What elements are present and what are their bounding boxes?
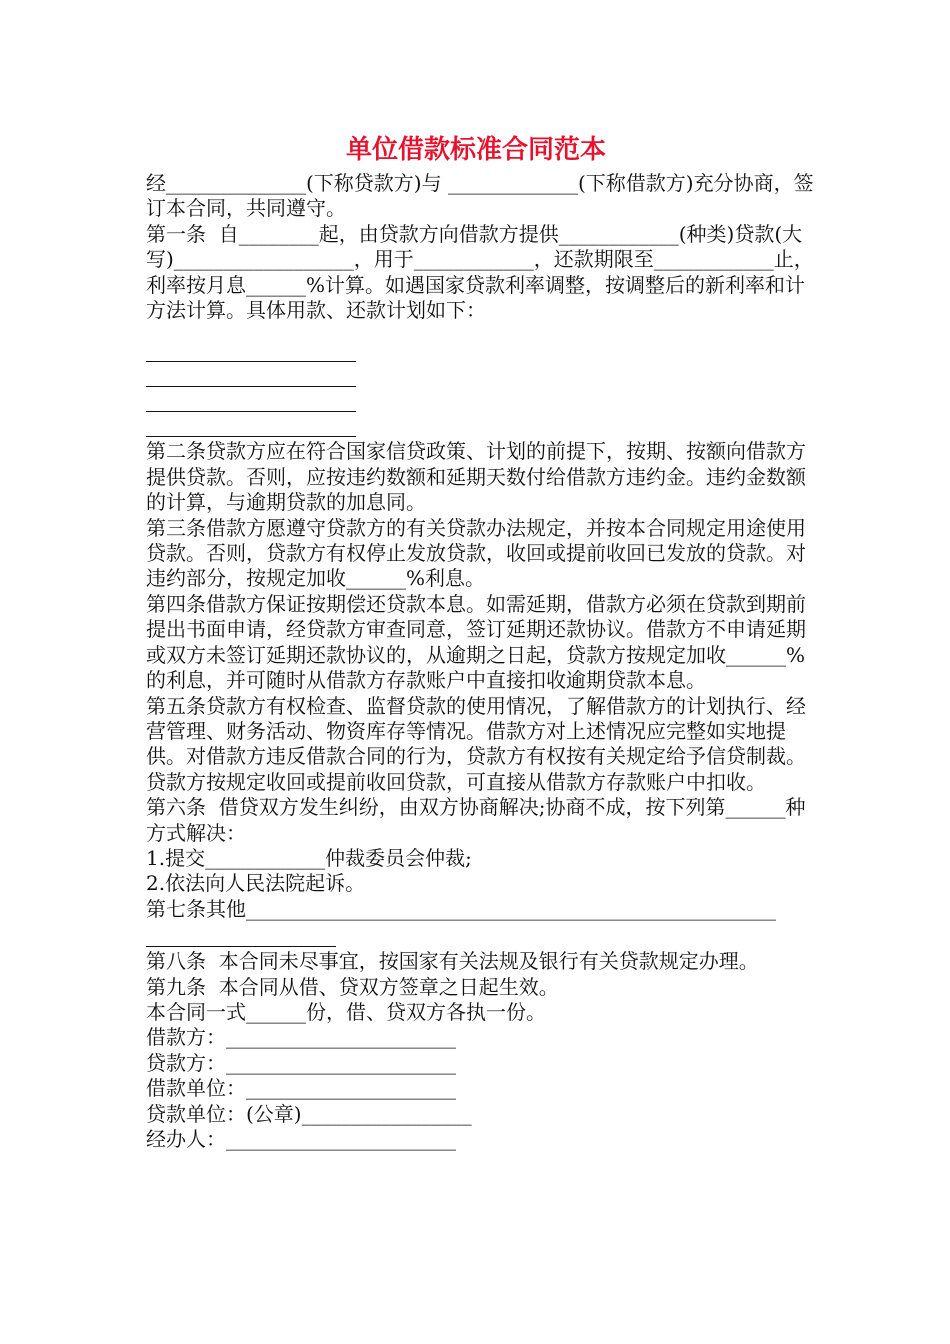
article-6: 第六条 借贷双方发生纠纷，由双方协商解决;协商不成，按下列第______种方式解决： xyxy=(146,795,806,845)
option-2: 2.依法向人民法院起诉。 xyxy=(146,871,366,896)
signature-lender: 贷款方：_______________________ xyxy=(146,1050,456,1075)
copies-clause: 本合同一式______份，借、贷双方各执一份。 xyxy=(146,999,546,1024)
article-3: 第三条借款方愿遵守贷款方的有关贷款办法规定，并按本合同规定用途使用贷款。否则，贷款方有权停止发放贷款，收回或提前收回已发放的贷款。对违约部分，按规定加收______%利息。 xyxy=(146,515,806,591)
option-1: 1.提交____________仲裁委员会仲裁; xyxy=(146,845,472,870)
signature-handler: 经办人：_______________________ xyxy=(146,1127,456,1151)
article-5-supplement: 贷款方按规定收回或提前收回贷款，可直接从借款方存款账户中扣收。 xyxy=(146,769,766,794)
plan-blank-lines xyxy=(146,323,816,439)
intro-paragraph: 经______________(下称贷款方)与 _____________(下称借款方)充分协商，签订本合同，共同遵守。 xyxy=(146,171,814,221)
article-2: 第二条贷款方应在符合国家信贷政策、计划的前提下，按期、按额向借款方提供贷款。否则，应按违约数额和延期天数付给借款方违约金。违约金数额的计算，与逾期贷款的加息同。 xyxy=(146,439,806,515)
article-1: 第一条 自________起，由贷款方向借款方提供____________(种类)贷款(大写)__________________，用于____________，还款期限至____________止，利率按月息______%计算。如遇国家贷款利率调整，按调整后的新利率和计方法计算。具体用款、还款计划如下： xyxy=(146,221,814,323)
article-5: 第五条贷款方有权检查、监督贷款的使用情况，了解借款方的计划执行、经营管理、财务活动、物资库存等情况。借款方对上述情况应完整如实地提供。对借款方违反借款合同的行为，贷款方有权按有关规定给予信贷制裁。 xyxy=(146,693,806,769)
article-8: 第八条 本合同未尽事宜，按国家有关法规及银行有关贷款规定办理。 xyxy=(146,949,759,974)
document-title: 单位借款标准合同范本 xyxy=(345,135,606,165)
signature-borrower: 借款方：_______________________ xyxy=(146,1025,456,1050)
blank-line xyxy=(146,337,356,362)
contract-page xyxy=(146,130,816,1152)
article-9: 第九条 本合同从借、贷双方签章之日起生效。 xyxy=(146,974,559,999)
article-7: 第七条其他_____________________________________________________ xyxy=(146,896,776,921)
article-7-continuation-line xyxy=(146,922,336,947)
blank-line xyxy=(146,387,356,412)
signature-lender-unit: 贷款单位：(公章)_________________ xyxy=(146,1101,472,1126)
signature-borrower-unit: 借款单位：_____________________ xyxy=(146,1076,456,1101)
blank-line xyxy=(146,362,356,387)
article-4: 第四条借款方保证按期偿还贷款本息。如需延期，借款方必须在贷款到期前提出书面申请，经贷款方审查同意，签订延期还款协议。借款方不申请延期或双方未签订延期还款协议的，从逾期之日起，贷款方按规定加收______%的利息，并可随时从借款方存款账户中直接扣收逾期贷款本息。 xyxy=(146,591,806,693)
blank-line xyxy=(146,412,356,437)
